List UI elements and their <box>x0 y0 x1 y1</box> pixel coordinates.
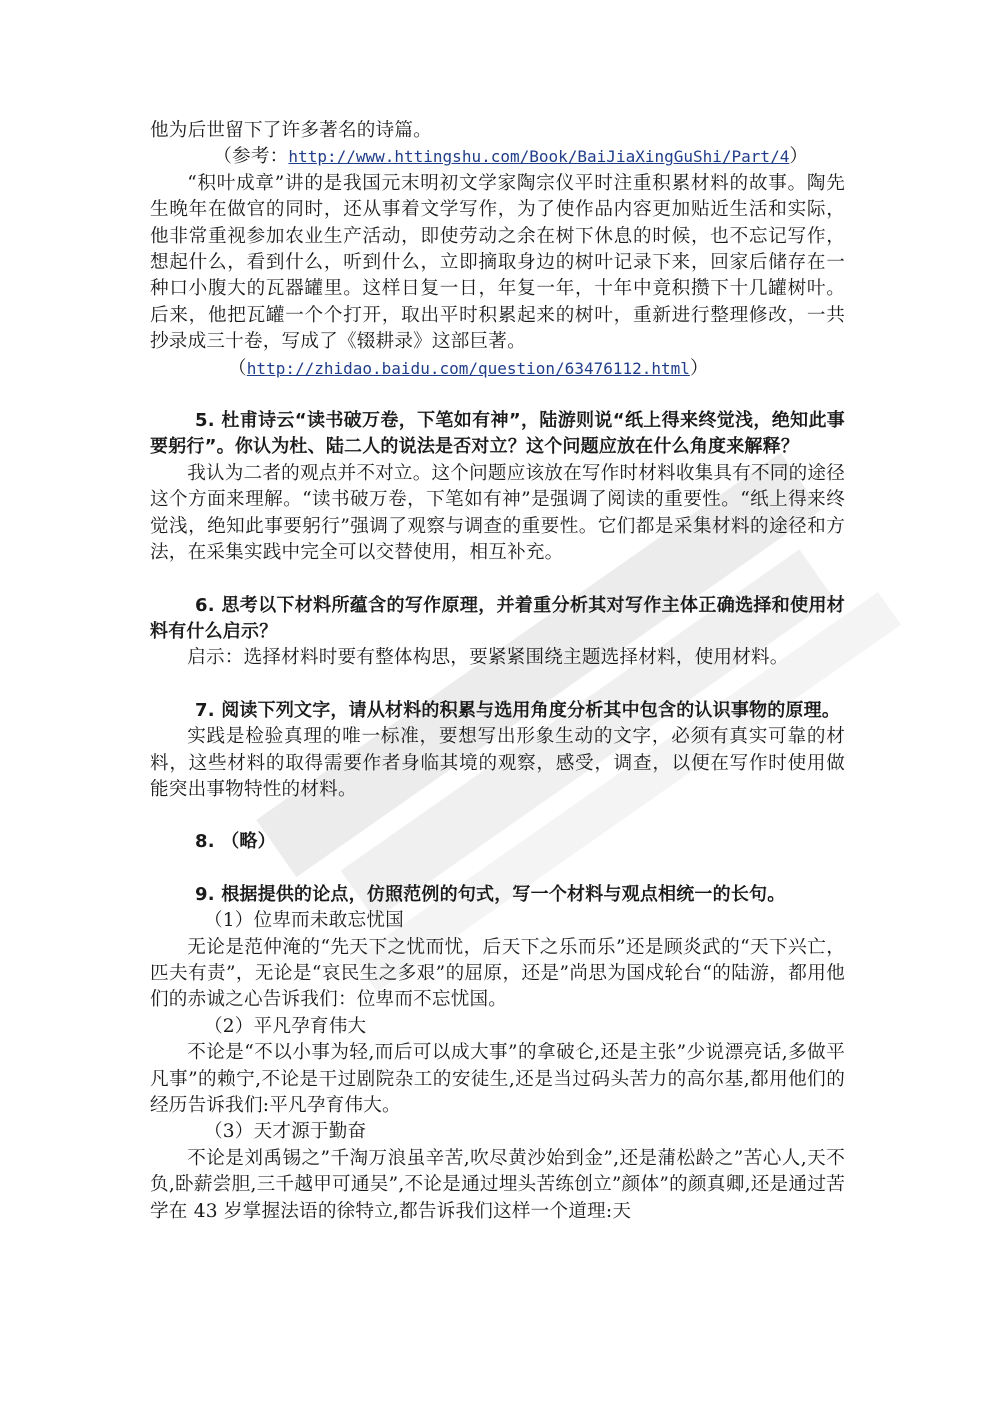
reference-1 <box>150 144 845 170</box>
answer-5: 我认为二者的观点并不对立。这个问题应该放在写作时材料收集具有不同的途径这个方面来理解。“读书破万卷，下笔如有神”是强调了阅读的重要性。“纸上得来终觉浅，绝知此事要躬行”强调了观察与调查的重要性。它们都是采集材料的途径和方法，在采集实践中完全可以交替使用，相互补充。 <box>150 462 845 564</box>
spacer <box>150 803 845 829</box>
spacer <box>150 567 845 593</box>
question-6: 6. 思考以下材料所蕴含的写作原理，并着重分析其对写作主体正确选择和使用材料有什么启示？ <box>150 594 845 642</box>
example-paragraph-3: 不论是刘禹锡之”千淘万浪虽辛苦,吹尽黄沙始到金”,还是蒲松龄之”苦心人,天不负,卧薪尝胆,三千越甲可通吴”,不论是通过埋头苦练创立”颜体”的颜真卿,还是通过苦学在 43 岁掌握法语的徐特立,都告诉我们这样一个道理:天 <box>150 1147 845 1222</box>
reference-2 <box>150 356 845 382</box>
ref-suffix: ） <box>689 357 709 379</box>
example-paragraph-1: 无论是范仲淹的“先天下之忧而忧，后天下之乐而乐”还是顾炎武的“天下兴亡，匹夫有责”，无论是“哀民生之多艰”的屈原，还是”尚思为国戍轮台“的陆游，都用他们的赤诚之心告诉我们：位卑而不忘忧国。 <box>150 936 845 1011</box>
question-7: 7. 阅读下列文字，请从材料的积累与选用角度分析其中包含的认识事物的原理。 <box>195 699 841 721</box>
ref-suffix: ） <box>789 146 809 168</box>
question-5: 5. 杜甫诗云“读书破万卷，下笔如有神”，陆游则说“纸上得来终觉浅，绝知此事要躬行”。你认为杜、陆二人的说法是否对立？这个问题应放在什么角度来解释？ <box>150 410 845 458</box>
question-8: 8. （略） <box>195 831 276 853</box>
spacer <box>150 856 845 882</box>
question-9: 9. 根据提供的论点，仿照范例的句式，写一个材料与观点相统一的长句。 <box>195 883 786 905</box>
spacer <box>150 672 845 698</box>
story-paragraph: “积叶成章”讲的是我国元末明初文学家陶宗仪平时注重积累材料的故事。陶先生晚年在做官的同时，还从事着文学写作，为了使作品内容更加贴近生活和实际，他非常重视参加农业生产活动，即使劳动之余在树下休息的时候，也不忘记写作，想起什么，看到什么，听到什么，立即摘取身边的树叶记录下来，回家后储存在一种口小腹大的瓦器罐里。这样日复一日，年复一年，十年中竟积攒下十几罐树叶。后来，他把瓦罐一个个打开，取出平时积累起来的树叶，重新进行整理修改，一共抄录成三十卷，写成了《辍耕录》这部巨著。 <box>150 172 845 353</box>
subheading-3: （3）天才源于勤奋 <box>203 1121 367 1143</box>
text-line: 他为后世留下了许多著名的诗篇。 <box>150 120 432 141</box>
reference-link-1[interactable]: http://www.httingshu.com/Book/BaiJiaXingGuShi/Part/4 <box>288 147 790 167</box>
example-paragraph-2: 不论是“不以小事为轻,而后可以成大事”的拿破仑,还是主张”少说漂亮话,多做平凡事”的赖宁,不论是干过剧院杂工的安徒生,还是当过码头苦力的高尔基,都用他们的经历告诉我们:平凡孕育伟大。 <box>150 1042 845 1116</box>
answer-7: 实践是检验真理的唯一标准，要想写出形象生动的文字，必须有真实可靠的材料，这些材料的取得需要作者身临其境的观察，感受，调查，以便在写作时使用做能突出事物特性的材料。 <box>150 726 845 800</box>
document-body <box>150 118 845 1225</box>
spacer <box>150 382 845 408</box>
reference-link-2[interactable]: http://zhidao.baidu.com/question/63476112.html <box>246 358 690 378</box>
subheading-1: （1）位卑而未敢忘忧国 <box>203 910 404 932</box>
answer-6: 启示：选择材料时要有整体构思，要紧紧围绕主题选择材料，使用材料。 <box>187 647 789 669</box>
ref-prefix: （ <box>228 357 247 379</box>
subheading-2: （2）平凡孕育伟大 <box>203 1015 367 1037</box>
ref-prefix: （参考： <box>213 146 289 168</box>
